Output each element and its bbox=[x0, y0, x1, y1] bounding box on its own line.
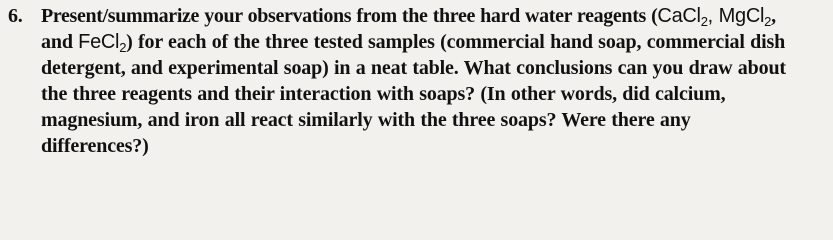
question-line-1-text: Present/summarize your observations from the three hard water reagents ( bbox=[41, 5, 658, 27]
formula-fecl2: FeCl$_2$ bbox=[78, 31, 127, 55]
question-line-5: magnesium, and iron all react similarly with the three soaps? Were there any bbox=[41, 109, 691, 131]
formula-mgcl2: MgCl$_2$ bbox=[718, 5, 772, 29]
question-line-2-start: and bbox=[41, 31, 79, 53]
question-line-2 bbox=[41, 29, 823, 55]
question-line-4: the three reagents and their interaction with soaps? (In other words, did calcium, bbox=[41, 83, 726, 105]
question-line-3: detergent, and experimental soap) in a neat table. What conclusions can you draw about bbox=[41, 57, 786, 79]
formula-cacl2: CaCl$_2$ bbox=[657, 5, 708, 29]
question-line-2-text: ) for each of the three tested samples (commercial hand soap, commercial dish bbox=[126, 31, 786, 53]
question-line-1-end: , bbox=[771, 5, 776, 27]
question-number: 6. bbox=[8, 5, 23, 27]
question-line-1 bbox=[41, 3, 823, 29]
question-text bbox=[41, 3, 823, 159]
formula-separator: , bbox=[707, 5, 719, 27]
question-line-6: differences?) bbox=[41, 135, 149, 157]
